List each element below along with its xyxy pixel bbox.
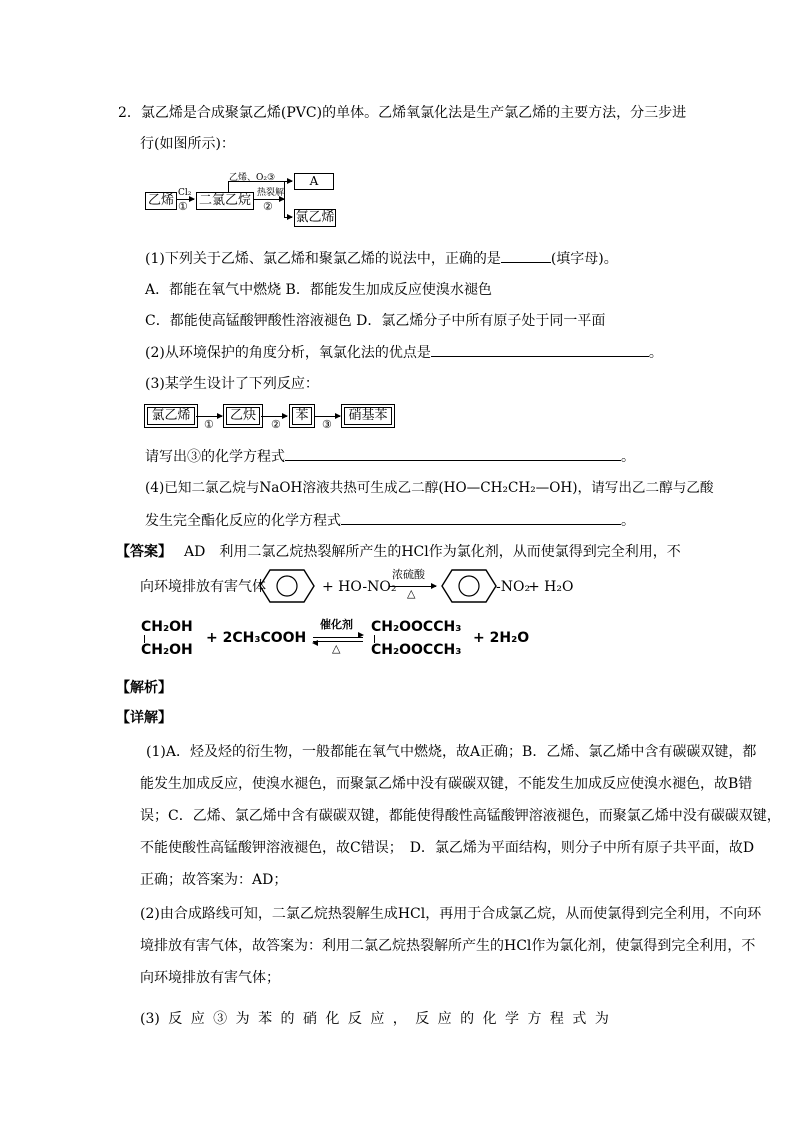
part-4-answer-blank[interactable] (341, 510, 621, 525)
nitration-water: + H₂O (528, 579, 574, 595)
route-arrow-a (196, 416, 222, 417)
pyrolysis-label: 热裂解 (257, 188, 285, 198)
detail-p3: (3) 反 应 ③ 为 苯 的 硝 化 反 应 ， 反 应 的 化 学 方 程 式 为 (140, 1011, 609, 1027)
ester-top: CH₂OOCCH₃ (371, 619, 462, 635)
step-2-label: ② (263, 200, 273, 213)
route-nitrobenzene-box: 硝基苯 (344, 407, 392, 425)
ethylene-box: 乙烯 (145, 192, 177, 210)
route-step-2: ② (271, 418, 281, 431)
route-step-1: ① (204, 418, 214, 431)
acetic-acid-reagent: + 2CH₃COOH (206, 630, 307, 646)
answer-line-1: AD 利用二氯乙烷热裂解所产生的HCl作为氯化剂，从而使氯得到完全利用，不 (184, 544, 681, 560)
arrow-to-vinyl-chloride (284, 217, 292, 218)
part-1-answer-blank[interactable] (501, 248, 551, 263)
nitric-acid-reagent: + HO-NO₂ (322, 579, 397, 595)
nitro-group: -NO₂ (496, 579, 531, 595)
part-2-prompt: (2)从环境保护的角度分析，氧氯化法的优点是 。 (145, 342, 663, 363)
part-3-equation-prompt: 请写出③的化学方程式 。 (145, 446, 635, 467)
branch-vertical-line (284, 181, 285, 217)
vinyl-chloride-box: 氯乙烯 (295, 210, 335, 225)
part-2-answer-blank[interactable] (431, 342, 649, 357)
benzene-ring-product-icon (440, 568, 498, 604)
forward-arrowhead (358, 632, 364, 638)
route-vinyl-chloride-box: 氯乙烯 (147, 407, 195, 425)
part-3-answer-blank[interactable] (285, 446, 621, 461)
esterification-water: + 2H₂O (473, 630, 530, 646)
route-step-3: ③ (322, 418, 332, 431)
benzene-ring-icon (258, 568, 316, 604)
detail-label: 【详解】 (116, 710, 172, 726)
heat-symbol: △ (407, 587, 416, 600)
detail-p1-line-5: 正确；故答案为：AD； (140, 872, 288, 888)
route-arrow-b (261, 416, 287, 417)
ethylene-o2-step3-label: 乙烯、O₂③ (229, 173, 276, 183)
answer-line-2: 向环境排放有害气体 (140, 579, 266, 595)
top-feed-line (228, 181, 284, 182)
cl2-label: Cl₂ (178, 188, 192, 198)
ester-bottom: CH₂OOCCH₃ (371, 642, 462, 658)
conc-sulfuric-acid-label: 浓硫酸 (392, 568, 425, 581)
forward-arrow-line (313, 637, 363, 638)
part-1-prompt: (1)下列关于乙烯、氯乙烯和聚氯乙烯的说法中，正确的是 (填字母)。 (145, 248, 618, 269)
answer-label: 【答案】 (116, 544, 172, 560)
detail-p2-line-3: 向环境排放有害气体； (140, 970, 280, 986)
route-arrow-c (314, 416, 340, 417)
part-3-prompt: (3)某学生设计了下列反应： (145, 376, 319, 392)
part-4-line-1: (4)已知二氯乙烷与NaOH溶液共热可生成乙二醇(HO—CH₂CH₂—OH)，请写出乙二醇与乙酸 (145, 480, 714, 496)
dichloroethane-box: 二氯乙烷 (196, 192, 254, 210)
analysis-label: 【解析】 (116, 680, 172, 696)
reverse-arrowhead (312, 640, 318, 646)
detail-p1-line-3: 误；C．乙烯、氯乙烯中含有碳碳双键，都能使得酸性高锰酸钾溶液褪色，而聚氯乙烯中没有碳碳双键， (140, 808, 781, 824)
step-1-label: ① (178, 200, 188, 213)
glycol-top: CH₂OH (141, 619, 193, 635)
question-line-2: 行(如图所示)： (140, 136, 235, 152)
route-benzene-box: 苯 (292, 407, 312, 425)
detail-p2-line-1: (2)由合成路线可知，二氯乙烷热裂解生成HCl，再用于合成氯乙烷，从而使氯得到完全利用，不向环 (140, 906, 762, 922)
option-a-b: A．都能在氧气中燃烧 B．都能发生加成反应使溴水褪色 (145, 282, 492, 298)
product-a-box: A (294, 173, 334, 190)
question-line-1: 2．氯乙烯是合成聚氯乙烯(PVC)的单体。乙烯氧氯化法是生产氯乙烯的主要方法，分三步进 (118, 105, 687, 121)
option-c-d: C．都能使高锰酸钾酸性溶液褪色 D．氯乙烯分子中所有原子处于同一平面 (145, 313, 606, 329)
part-4-line-2: 发生完全酯化反应的化学方程式 。 (145, 510, 635, 531)
detail-p1-line-2: 能发生加成反应，使溴水褪色，而聚氯乙烯中没有碳碳双键，不能发生加成反应使溴水褪色，故B错 (140, 776, 753, 792)
feed-down-line (228, 181, 229, 192)
catalyst-label: 催化剂 (320, 618, 353, 631)
glycol-bottom: CH₂OH (141, 642, 193, 658)
detail-p1-line-4: 不能使酸性高锰酸钾溶液褪色，故C错误； D．氯乙烯为平面结构，则分子中所有原子共平面，故D (140, 840, 755, 856)
detail-p2-line-2: 境排放有害气体，故答案为：利用二氯乙烷热裂解所产生的HCl作为氯化剂，使氯得到完全利用，不 (140, 938, 756, 954)
arrow-to-a (284, 181, 292, 182)
esterification-heat: △ (332, 642, 341, 655)
detail-p1-line-1: (1)A．烃及烃的衍生物，一般都能在氧气中燃烧，故A正确；B．乙烯、氯乙烯中含有碳碳双键，都 (146, 744, 757, 760)
route-acetylene-box: 乙炔 (226, 407, 260, 425)
